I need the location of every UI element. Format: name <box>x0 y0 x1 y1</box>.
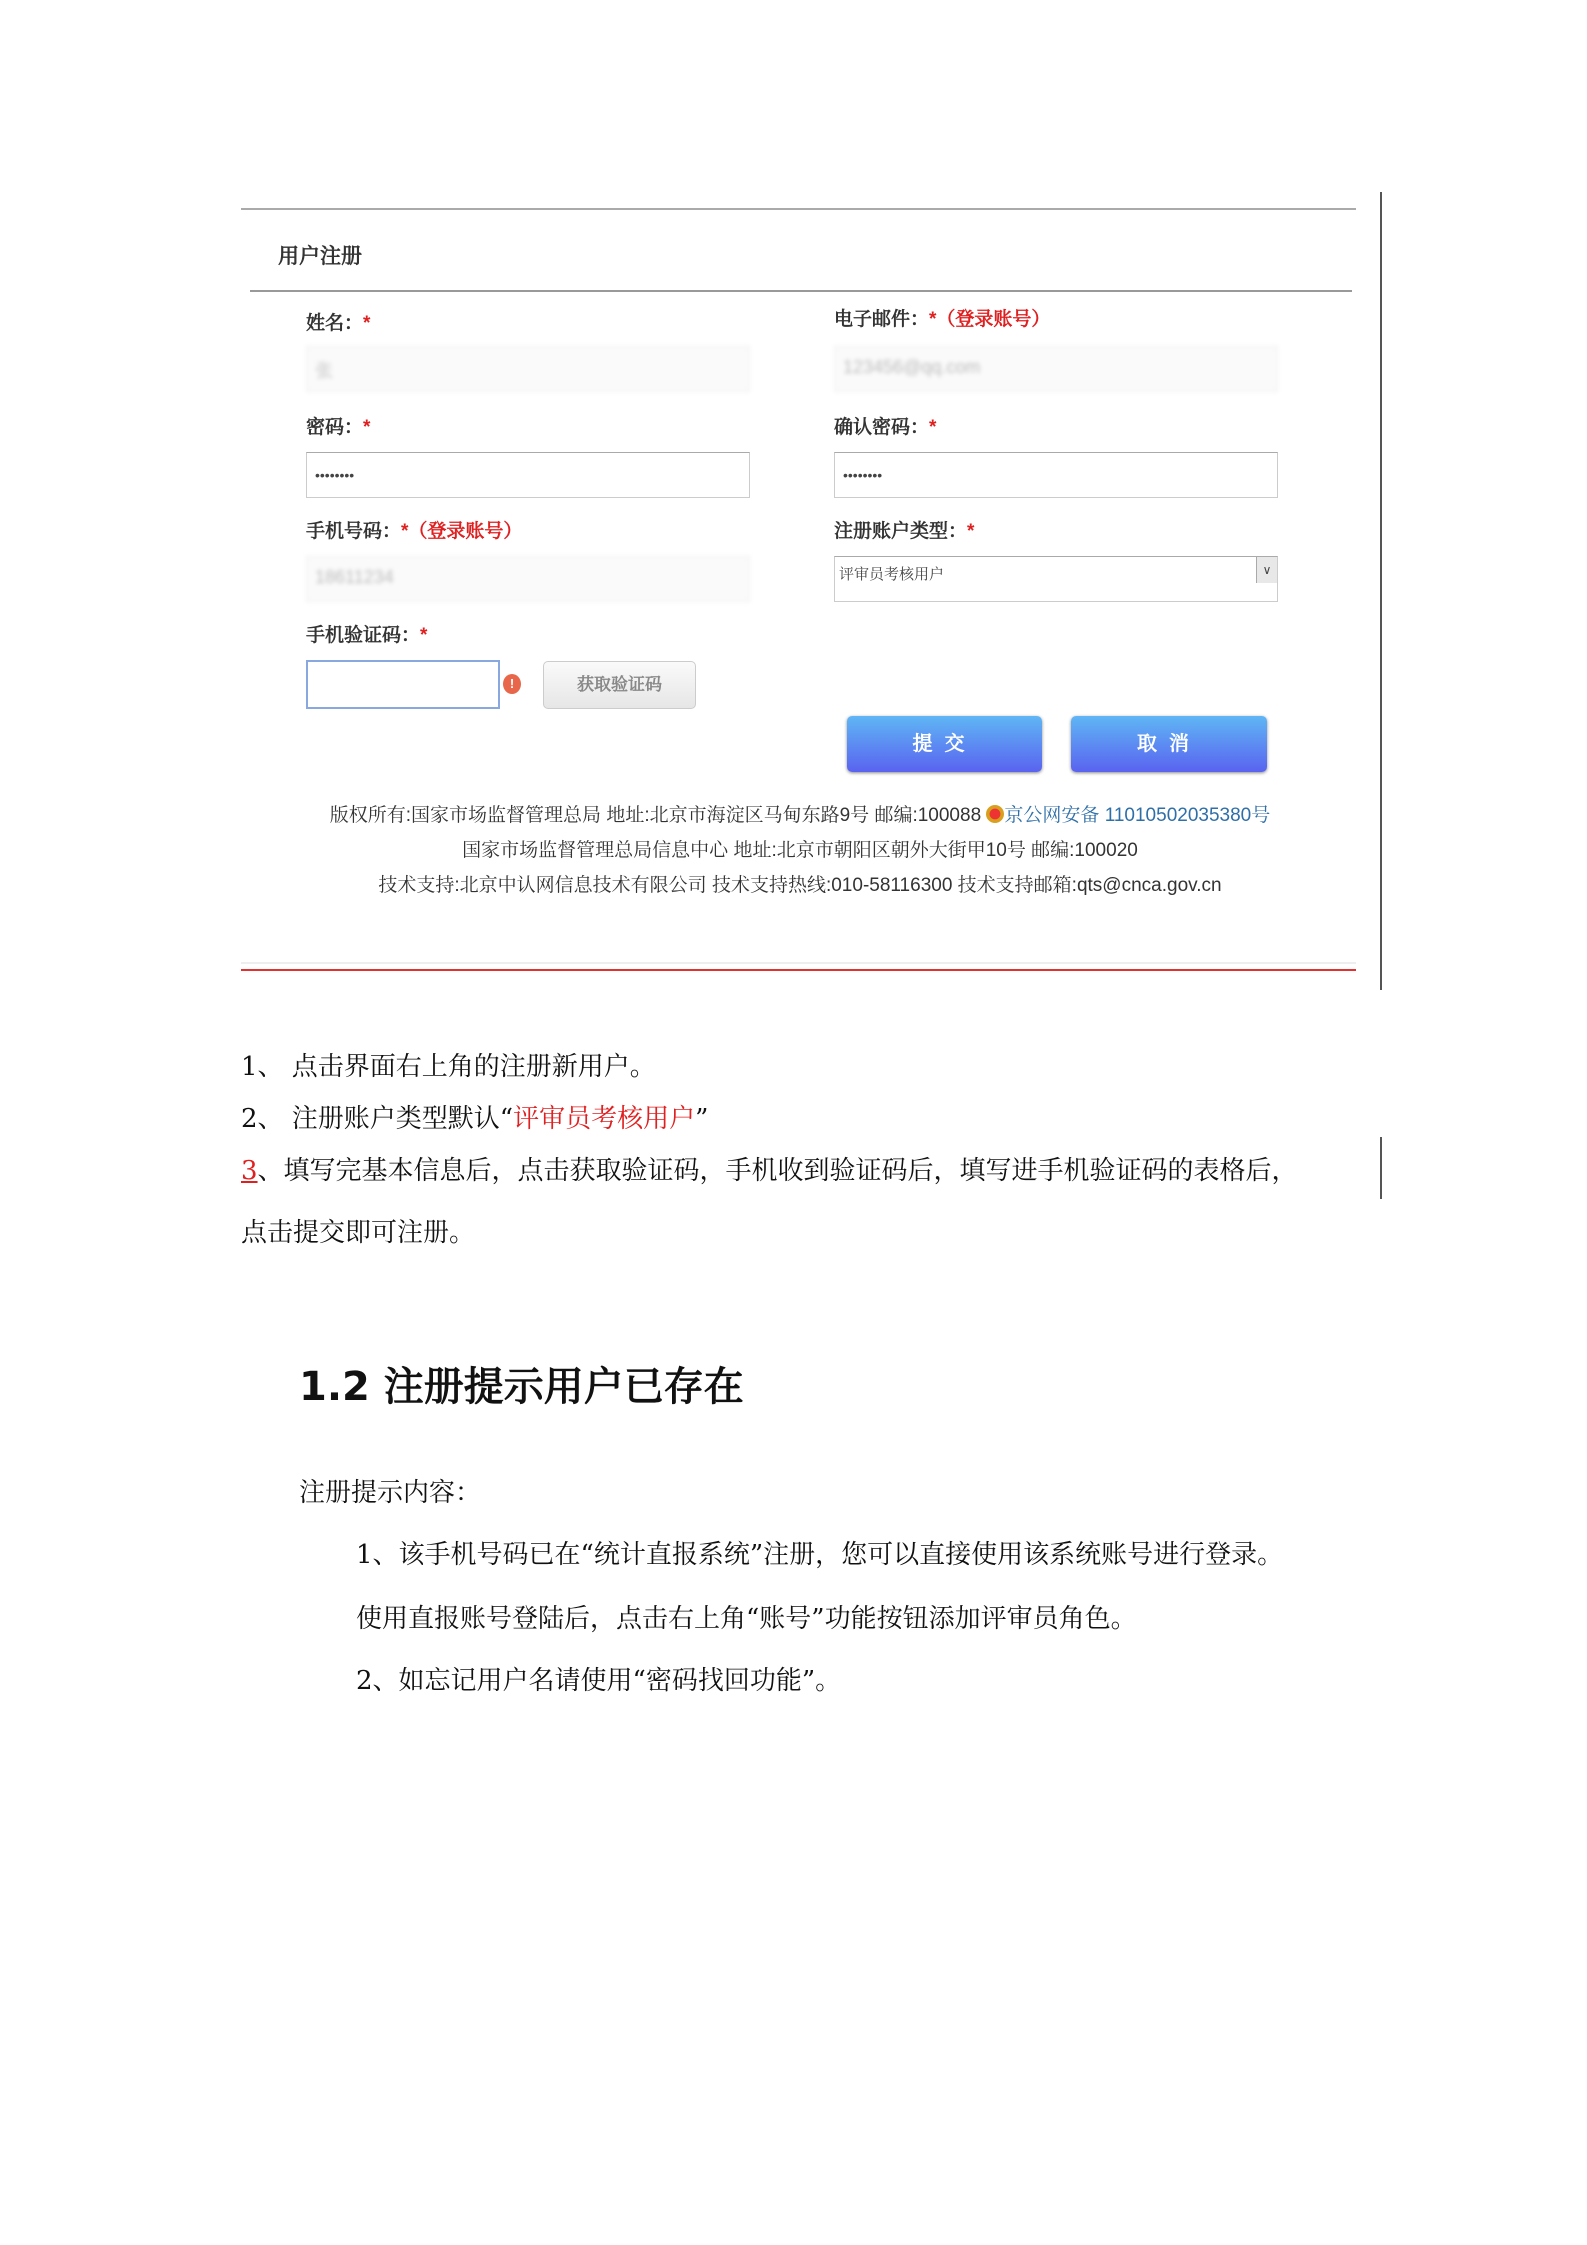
form-title: 用户注册 <box>278 245 362 268</box>
step-2: 2、 注册账户类型默认“评审员考核用户” <box>241 1104 709 1134</box>
divider <box>250 290 1352 292</box>
email-input[interactable]: 123456@qq.com <box>834 346 1278 392</box>
tip-1: 1、该手机号码已在“统计直报系统”注册，您可以直接使用该系统账号进行登录。 <box>356 1540 1284 1570</box>
step-3-continued: 点击提交即可注册。 <box>241 1218 476 1248</box>
footer-line-3: 技术支持:北京中认网信息技术有限公司 技术支持热线:010-58116300 技术支持邮箱:qts@cnca.gov.cn <box>378 875 1222 896</box>
police-badge-icon <box>986 805 1004 823</box>
password-input[interactable]: •••••••• <box>306 452 750 498</box>
password-label: 密码：* <box>306 417 371 438</box>
phone-input[interactable]: 18611234 <box>306 556 750 602</box>
divider <box>241 208 1356 210</box>
red-divider <box>241 969 1356 971</box>
tip-1-continued: 使用直报账号登陆后，点击右上角“账号”功能按钮添加评审员角色。 <box>356 1604 1137 1634</box>
alert-icon: ! <box>503 674 521 694</box>
phone-label: 手机号码：*（登录账号） <box>306 521 523 542</box>
divider <box>241 962 1356 964</box>
footer-line-1: 版权所有:国家市场监督管理总局 地址:北京市海淀区马甸东路9号 邮编:100088 京公网安备 11010502035380号 <box>329 805 1271 826</box>
name-input[interactable]: 张 <box>306 346 750 392</box>
police-record-link[interactable]: 京公网安备 11010502035380号 <box>1004 805 1271 826</box>
tip-intro: 注册提示内容： <box>299 1478 482 1508</box>
email-label: 电子邮件：*（登录账号） <box>834 309 1051 330</box>
section-heading: 1.2 注册提示用户已存在 <box>299 1364 744 1410</box>
footer-line-2: 国家市场监督管理总局信息中心 地址:北京市朝阳区朝外大街甲10号 邮编:100020 <box>462 840 1138 861</box>
get-code-button[interactable]: 获取验证码 <box>543 661 696 709</box>
confirm-password-input[interactable]: •••••••• <box>834 452 1278 498</box>
account-type-label: 注册账户类型：* <box>834 521 975 542</box>
cancel-button[interactable]: 取消 <box>1071 716 1267 772</box>
tip-2: 2、如忘记用户名请使用“密码找回功能”。 <box>356 1666 842 1696</box>
confirm-password-label: 确认密码：* <box>834 417 937 438</box>
account-type-value: 评审员考核用户 <box>839 566 945 583</box>
account-type-select[interactable] <box>834 556 1278 602</box>
step-1: 1、 点击界面右上角的注册新用户。 <box>241 1052 656 1082</box>
margin-bar <box>1380 1137 1382 1199</box>
code-input[interactable] <box>306 660 500 709</box>
submit-button[interactable]: 提交 <box>847 716 1042 772</box>
chevron-down-icon[interactable]: ∨ <box>1256 557 1277 583</box>
code-label: 手机验证码：* <box>306 625 428 646</box>
step-3: 3、填写完基本信息后，点击获取验证码，手机收到验证码后，填写进手机验证码的表格后， <box>241 1156 1298 1186</box>
name-label: 姓名：* <box>306 313 371 334</box>
